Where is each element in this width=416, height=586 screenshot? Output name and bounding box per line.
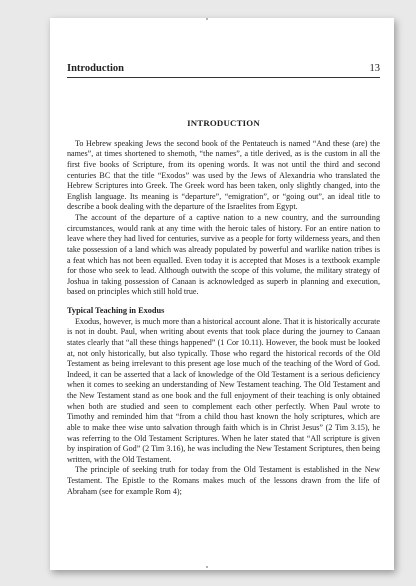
- intro-paragraph-1: To Hebrew speaking Jews the second book of the Pentateuch is named “And these (are) the names”, at times shortened to shemoth, “the names”, a title derived, as is the custom in all the first five books of Scripture, from its opening words. It was not until the third and second centuries BC that the title “Exodos” was used by the Jews of Alexandria who translated the Hebrew Scriptures into Greek. The Greek word has been taken, only slightly changed, into the English language. Its meaning is “departure”, “emigration”, or “going out”, an ideal title to describe a book dealing with the departure of the Israelites from Egypt.: [67, 138, 380, 212]
- page-body: [67, 118, 380, 497]
- typical-paragraph-2: The principle of seeking truth for today from the Old Testament is established in the New Testament. The Epistle to the Romans makes much of the lessons drawn from the life of Abraham (see for example Rom 4);: [67, 465, 380, 496]
- running-header: [67, 63, 380, 74]
- header-rule: [67, 77, 380, 78]
- running-header-title: Introduction: [67, 63, 124, 74]
- intro-paragraph-2: The account of the departure of a captive nation to a new country, and the surrounding circumstances, would rank at any time with the heroic tales of history. For an entire nation to leave where they had lived for centuries, survive as a people for forty wilderness years, and then take possession of a land which was already populated by powerful and warlike nation tribes is a feat which has not been equalled. Even today it is accepted that Moses is a textbook example for those who seek to lead. Although outwith the scope of this volume, the military strategy of Joshua in taking possession of Canaan is acknowledged as superb in planning and execution, based on principles which still hold true.: [67, 213, 380, 297]
- typical-paragraph-1: Exodus, however, is much more than a historical account alone. That it is historically accurate is not in doubt. Paul, when writing about events that took place during the journey to Canaan states clearly that “all these things happened” (1 Cor 10.11). However, the book must be looked at, not only historically, but also typically. Those who regard the historical records of the Old Testament as being irrelevant to this present age lose much of the teaching of the Word of God. Indeed, it can be asserted that a lack of knowledge of the Old Testament is a serious deficiency when it comes to seeking an understanding of New Testament teaching. The Old Testament and the New Testament stand as one book and the full enjoyment of their teaching is only obtained when both are studied and seen to complement each other perfectly. When Paul wrote to Timothy and reminded him that “from a child thou hast known the holy scriptures, which are able to make thee wise unto salvation through faith which is in Christ Jesus” (2 Tim 3.15), he was referring to the Old Testament Scriptures. When he later stated that “All scripture is given by inspiration of God” (2 Tim 3.16), he was including the New Testament Scriptures, then being written, with the Old Testament.: [67, 316, 380, 464]
- chapter-title: INTRODUCTION: [187, 118, 260, 128]
- page-bottom-mark: [206, 566, 208, 568]
- page-top-mark: [206, 18, 208, 20]
- page-number: 13: [369, 63, 380, 74]
- book-page: [50, 18, 394, 570]
- section-subheading: Typical Teaching in Exodus: [67, 306, 165, 315]
